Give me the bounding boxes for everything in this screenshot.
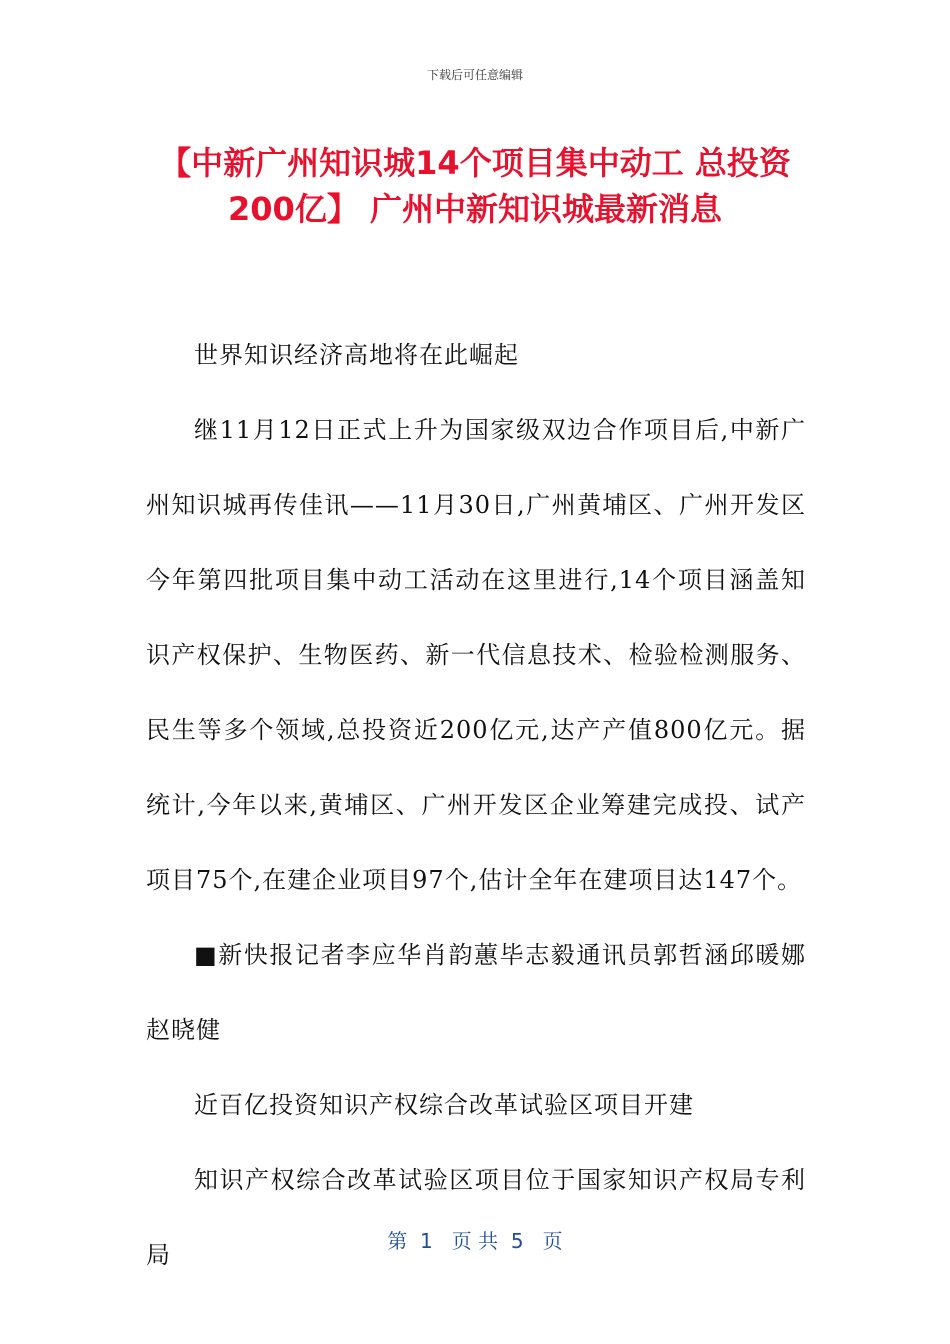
paragraph-subtitle: 世界知识经济高地将在此崛起	[194, 341, 519, 369]
page-number-footer: 第 1 页 共 5 页	[387, 1229, 563, 1253]
page-header-note: 下载后可任意编辑	[426, 68, 523, 82]
paragraph-news-lead: 继11月12日正式上升为国家级双边合作项目后,中新广州知识城再传佳讯——11月30日,广州黄埔区、广州开发区今年第四批项目集中动工活动在这里进行,14个项目涵盖知识产权保护、生物医药、新一代信息技术、检验检测服务、民生等多个领域,总投资近200亿元,达产产值800亿元。据统计,今年以来,黄埔区、广州开发区企业筹建完成投、试产项目75个,在建企业项目97个,估计全年在建项目达147个。	[146, 416, 806, 894]
document-body	[146, 318, 806, 1293]
paragraph-project-intro: 知识产权综合改革试验区项目位于国家知识产权局专利局	[146, 1166, 806, 1269]
paragraph-section-heading: 近百亿投资知识产权综合改革试验区项目开建	[194, 1091, 694, 1119]
document-title: 【中新广州知识城14个项目集中动工 总投资200亿】 广州中新知识城最新消息	[159, 144, 791, 228]
paragraph-reporters: ■新快报记者李应华肖韵蕙毕志毅通讯员郭哲涵邱暖娜赵晓健	[146, 941, 806, 1044]
